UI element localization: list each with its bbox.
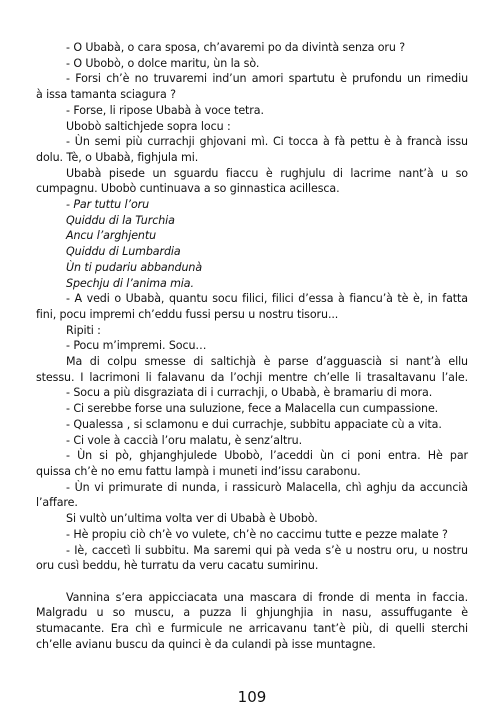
text-line: - O Ubabà, o cara sposa, ch’avaremi po da divintà senza oru ?: [66, 41, 406, 54]
text-line: - Socu a più disgraziata di i currachji, o Ubabà, è bramariu di mora.: [66, 386, 433, 400]
text-line: - Ùn vi primurate di nunda, i rassicurò Malacella, chì aghju da accuncià: [66, 480, 468, 494]
text-line: cumpagnu. Ubobò cuntinuava a so ginnastica acillesca.: [36, 182, 340, 196]
text-line: - Ci vole à caccià l’oru malatu, è senz’altru.: [66, 433, 303, 447]
text-line: - Hè propiu ciò ch’è vo vulete, ch’è no caccimu tutte e pezze malate ?: [66, 527, 448, 541]
text-line: - Pocu m’impremi. Socu…: [66, 339, 207, 353]
text-line: - Ci serebbe forse una suluzione, fece a Malacella cun cumpassione.: [66, 402, 439, 416]
text-line: stessu. I lacrimoni li falavanu da l’ochji mentre ch’elle li trasaltavanu l’ale.: [36, 370, 468, 384]
verse-line: Ancu l’arghjentu: [66, 229, 157, 243]
text-line: - Forsi ch’è no truvaremi ind’un amori spartutu è prufondu un rimediu: [66, 72, 468, 86]
verse-line: Spechju di l’anima mia.: [66, 276, 194, 290]
page-text: [36, 40, 468, 652]
text-line: quissa ch’è no emu fattu lampà i muneti ind’issu carabonu.: [36, 464, 361, 478]
text-line: Malgradu u so muscu, a puzza li ghjunghjia in nasu, assuffugante è: [36, 606, 468, 620]
verse-line: Ùn ti pudariu abbandunà: [66, 260, 203, 274]
text-line: - Ùn si pò, ghjanghjulede Ubobò, l’aceddi ùn ci poni entra. Hè par: [66, 449, 468, 463]
text-line: - Qualessa , si sclamonu e dui currachje, subbitu appaciate cù a vita.: [66, 417, 442, 431]
text-line: Ubabà pisede un sguardu fiaccu è rughjulu di lacrime nant’à u so: [66, 166, 468, 180]
text-line: Ma di colpu smesse di saltichjà è parse d’agguascià si nant’à ellu: [66, 355, 468, 369]
text-line: - Iè, caccetì li subbitu. Ma saremi qui pà veda s’è u nostru oru, u nostru: [66, 543, 468, 557]
text-line: stumacante. Era chì e furmicule ne arricavanu tant’è più, di quelli sterchi: [36, 622, 468, 635]
text-line: dolu. Tè, o Ubabà, fighjula mi.: [36, 150, 199, 164]
text-line: à issa tamanta sciagura ?: [36, 88, 176, 102]
blank-line: [36, 574, 468, 590]
text-line: Ripiti :: [66, 323, 101, 337]
text-line: Vannina s’era appicciacata una mascara di fronde di menta in faccia.: [66, 590, 468, 604]
text-line: Ubobò saltichjede sopra locu :: [66, 119, 231, 133]
text-line: Si vultò un’ultima volta ver di Ubabà è Ubobò.: [66, 512, 318, 526]
text-line: - A vedi o Ubabà, quantu socu filici, filici d’essa à fiancu’à tè è, in fatta: [66, 292, 468, 306]
text-line: l’affare.: [36, 496, 78, 510]
text-line: fini, pocu impremi ch’eddu fussi persu u nostru tisoru...: [36, 307, 339, 321]
verse-line: Quiddu di Lumbardia: [66, 245, 181, 259]
text-line: oru cusì beddu, hè turratu da veru cacatu sumirinu.: [36, 559, 319, 573]
verse-line: - Par tuttu l’oru: [66, 198, 150, 212]
text-line: ch’elle avianu buscu da quinci è da culandi pà isse muntagne.: [36, 637, 376, 651]
text-line: - Ùn semi più currachji ghjovani mì. Ci tocca à fà pettu è à francà issu: [66, 135, 468, 149]
verse-line: Quiddu di la Turchia: [66, 213, 175, 227]
text-line: - O Ubobò, o dolce maritu, ùn la sò.: [66, 56, 260, 70]
page-number: 109: [237, 688, 267, 706]
text-line: - Forse, li ripose Ubabà à voce tetra.: [66, 103, 264, 117]
